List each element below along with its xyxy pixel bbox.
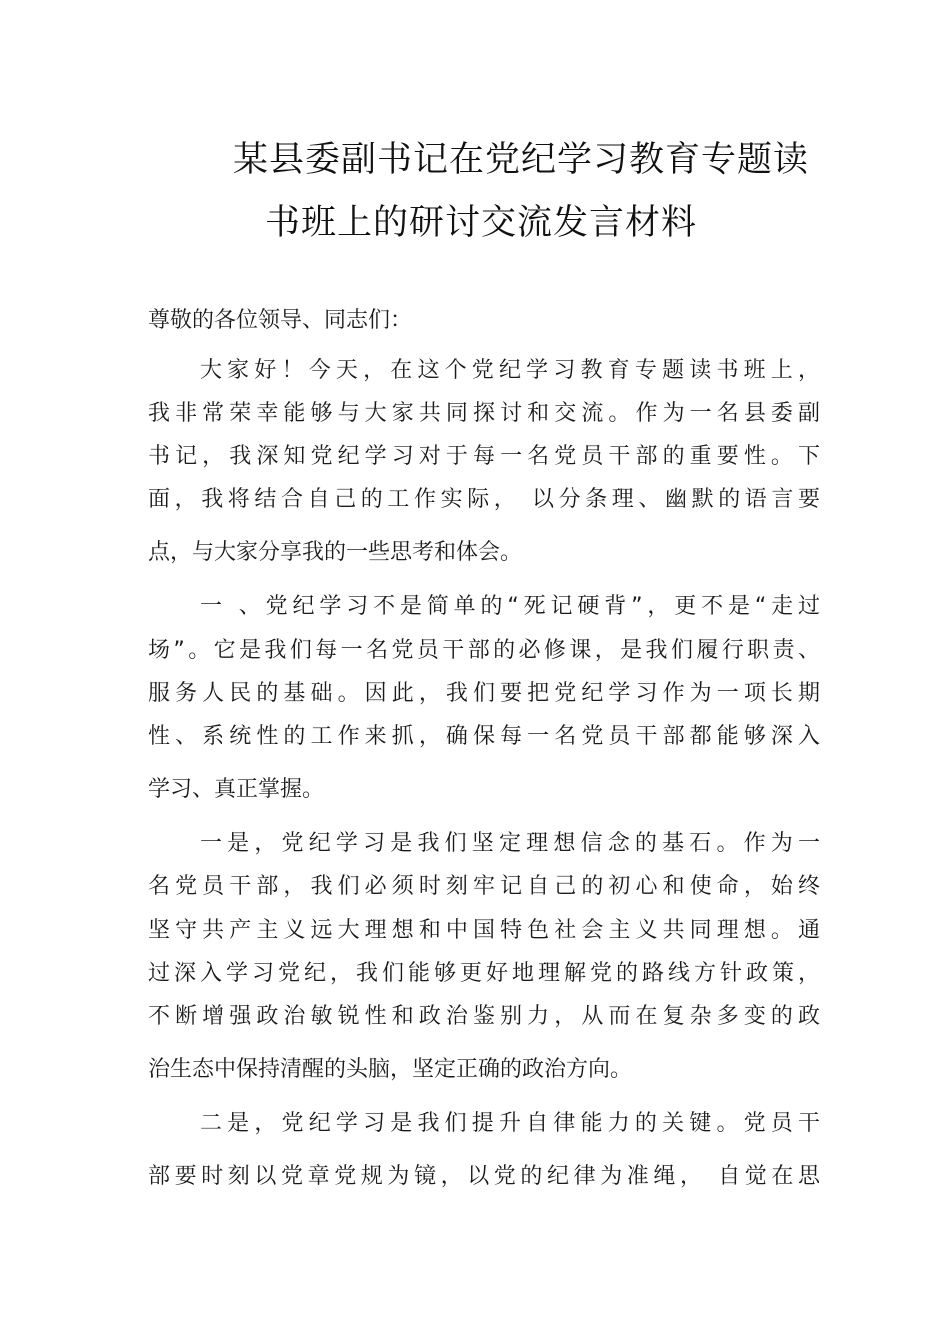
body-line: 学习、真正掌握。 — [148, 777, 325, 802]
body-line: 书记，我深知党纪学习对于每一名党员干部的重要性。下 — [148, 444, 820, 469]
body-line: 面，我将结合自己的工作实际， 以分条理、幽默的语言要 — [148, 487, 820, 512]
body-line: 一 、党纪学习不是简单的“死记硬背”，更不是“走过 — [200, 594, 820, 619]
body-line: 不断增强政治敏锐性和政治鉴别力，从而在复杂多变的政 — [148, 1004, 820, 1029]
body-line: 二是，党纪学习是我们提升自律能力的关键。党员干 — [200, 1111, 820, 1136]
body-line: 名党员干部，我们必须时刻牢记自己的初心和使命，始终 — [148, 874, 820, 899]
body-line: 治生态中保持清醒的头脑，坚定正确的政治方向。 — [148, 1057, 633, 1082]
body-line: 部要时刻以党章党规为镜，以党的纪律为准绳， 自觉在思 — [148, 1164, 820, 1189]
body-line: 过深入学习党纪，我们能够更好地理解党的路线方针政策， — [148, 961, 820, 986]
body-line: 一是，党纪学习是我们坚定理想信念的基石。作为一 — [200, 831, 820, 856]
body-line: 服务人民的基础。因此，我们要把党纪学习作为一项长期 — [148, 681, 820, 706]
document-title-line-2: 书班上的研讨交流发言材料 — [265, 203, 698, 243]
body-line: 场”。它是我们每一名党员干部的必修课，是我们履行职责、 — [148, 638, 820, 663]
body-line: 我非常荣幸能够与大家共同探讨和交流。作为一名县委副 — [148, 401, 820, 426]
body-line: 性、系统性的工作来抓，确保每一名党员干部都能够深入 — [148, 724, 820, 749]
body-line: 大家好！今天，在这个党纪学习教育专题读书班上， — [200, 358, 820, 383]
document-title-line-1: 某县委副书记在党纪学习教育专题读 — [233, 140, 810, 180]
body-line: 点，与大家分享我的一些思考和体会。 — [148, 540, 523, 565]
salutation: 尊敬的各位领导、同志们： — [148, 308, 413, 333]
body-line: 坚守共产主义远大理想和中国特色社会主义共同理想。通 — [148, 918, 820, 943]
